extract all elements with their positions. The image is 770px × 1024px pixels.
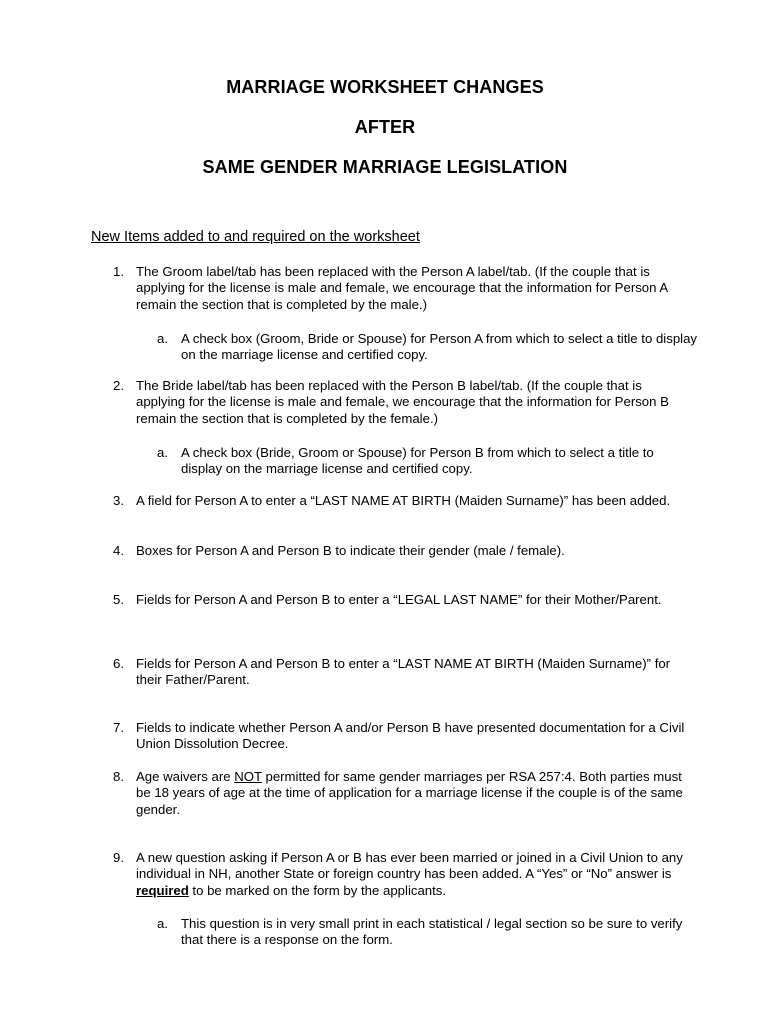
list-subitem-text: A check box (Groom, Bride or Spouse) for Person A from which to select a title to display on the marriage license and certified copy. <box>181 331 698 363</box>
list-item-number: 6. <box>113 656 124 671</box>
document-title-line-1: MARRIAGE WORKSHEET CHANGES <box>226 77 544 97</box>
list-subitem-letter: a. <box>157 916 168 931</box>
list-item-8 <box>113 769 693 818</box>
list-item-1 <box>113 264 693 313</box>
list-item-3 <box>113 493 693 509</box>
list-item-number: 3. <box>113 493 124 508</box>
list-subitem-1a <box>157 331 697 364</box>
text-segment: Age waivers are <box>136 769 235 784</box>
list-item-text: Fields for Person A and Person B to enter a “LAST NAME AT BIRTH (Maiden Surname)” for their Father/Parent. <box>136 656 671 688</box>
list-item-text <box>136 769 693 818</box>
list-item-text: The Groom label/tab has been replaced with the Person A label/tab. (If the couple that is applying for the license is male and female, we encourage that the information for Person A remain the section that is completed by the male.) <box>136 264 668 312</box>
list-item-text <box>136 850 693 899</box>
list-subitem-9a <box>157 916 697 949</box>
list-item-number: 4. <box>113 543 124 558</box>
list-item-text: A field for Person A to enter a “LAST NAME AT BIRTH (Maiden Surname)” has been added. <box>136 493 671 508</box>
document-title-line-2: AFTER <box>354 117 416 137</box>
list-item-number: 7. <box>113 720 124 735</box>
list-item-text: Fields to indicate whether Person A and/or Person B have presented documentation for a Civil Union Dissolution Decree. <box>136 720 685 752</box>
list-item-number: 1. <box>113 264 124 279</box>
list-item-5 <box>113 592 693 608</box>
text-segment: A new question asking if Person A or B has ever been married or joined in a Civil Union to any individual in NH, another State or foreign country has been added. A “Yes” or “No” answer is <box>136 850 683 882</box>
list-item-4 <box>113 543 693 559</box>
list-item-number: 8. <box>113 769 124 784</box>
list-item-number: 2. <box>113 378 124 393</box>
text-segment: to be marked on the form by the applicants. <box>188 882 447 898</box>
list-subitem-text: This question is in very small print in each statistical / legal section so be sure to verify that there is a response on the form. <box>181 916 683 948</box>
list-item-number: 9. <box>113 850 124 865</box>
text-segment: permitted for same gender marriages per RSA 257:4. Both parties must be 18 years of age at the time of application for a marriage license if the couple is of the same gender. <box>136 769 683 817</box>
section-heading: New Items added to and required on the worksheet <box>91 229 420 245</box>
list-item-2 <box>113 378 693 427</box>
list-item-text: Fields for Person A and Person B to enter a “LEGAL LAST NAME” for their Mother/Parent. <box>136 592 662 607</box>
list-item-7 <box>113 720 693 753</box>
list-subitem-2a <box>157 445 697 478</box>
emphasis-required: required <box>136 882 189 898</box>
list-item-text: Boxes for Person A and Person B to indicate their gender (male / female). <box>136 543 565 558</box>
list-subitem-letter: a. <box>157 331 168 346</box>
list-item-text: The Bride label/tab has been replaced with the Person B label/tab. (If the couple that is applying for the license is male and female, we encourage that the information for Person B remain the section that is completed by the female.) <box>136 378 669 426</box>
emphasis-not: NOT <box>234 769 262 784</box>
list-item-6 <box>113 656 693 689</box>
list-item-number: 5. <box>113 592 124 607</box>
document-title-line-3: SAME GENDER MARRIAGE LEGISLATION <box>202 157 568 177</box>
list-subitem-letter: a. <box>157 445 168 460</box>
list-item-9 <box>113 850 693 899</box>
list-subitem-text: A check box (Bride, Groom or Spouse) for Person B from which to select a title to display on the marriage license and certified copy. <box>181 445 654 477</box>
